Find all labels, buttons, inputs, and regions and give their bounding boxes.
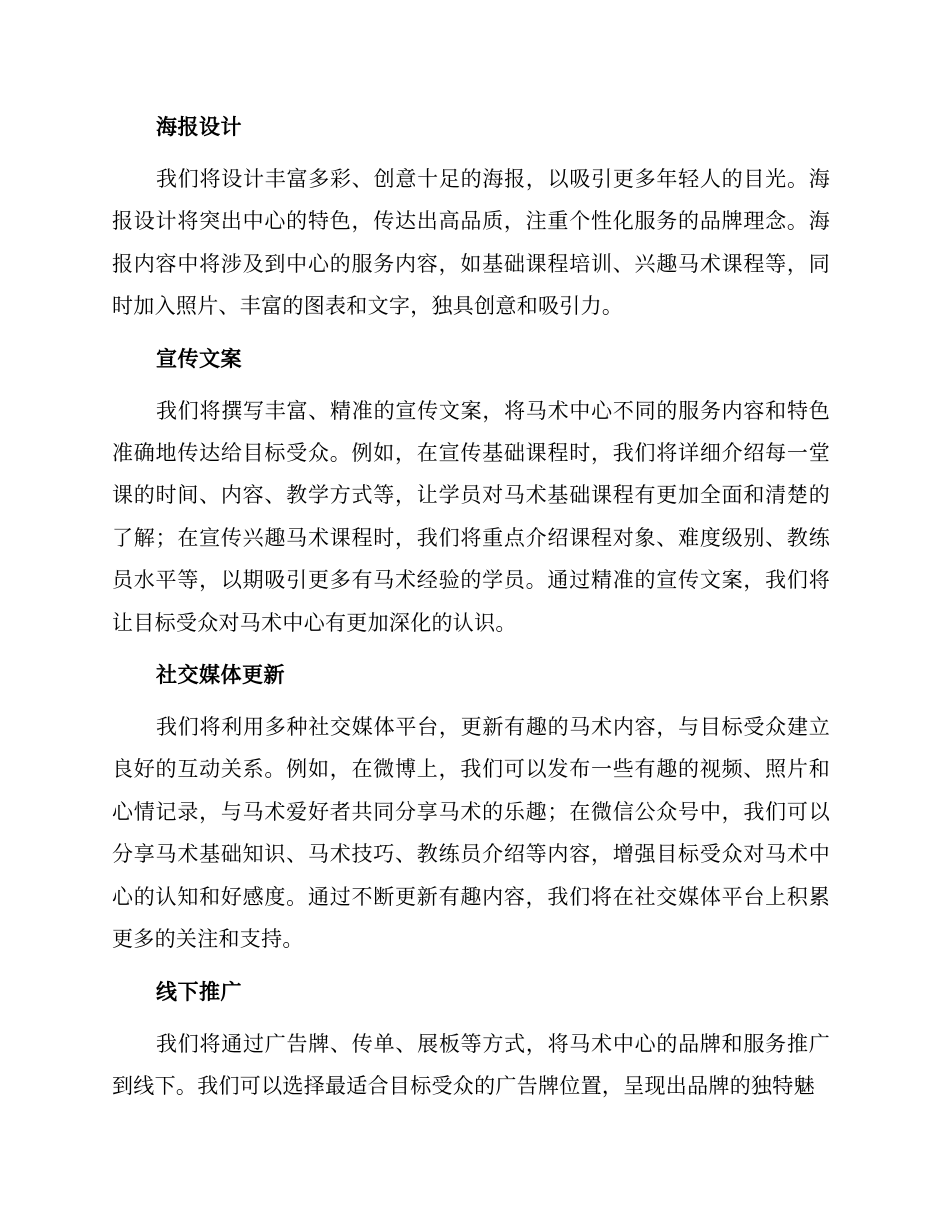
document-page — [112, 108, 830, 1119]
section-social-media — [112, 656, 830, 960]
section-paragraph: 我们将撰写丰富、精准的宣传文案，将马术中心不同的服务内容和特色准确地传达给目标受众。例如，在宣传基础课程时，我们将详细介绍每一堂课的时间、内容、教学方式等，让学员对马术基础课程有更加全面和清楚的了解；在宣传兴趣马术课程时，我们将重点介绍课程对象、难度级别、教练员水平等，以期吸引更多有马术经验的学员。通过精准的宣传文案，我们将让目标受众对马术中心有更加深化的认识。 — [112, 398, 830, 635]
section-poster-design — [112, 108, 830, 328]
section-heading: 海报设计 — [156, 115, 242, 139]
section-paragraph: 我们将利用多种社交媒体平台，更新有趣的马术内容，与目标受众建立良好的互动关系。例如，在微博上，我们可以发布一些有趣的视频、照片和心情记录，与马术爱好者共同分享马术的乐趣；在微信公众号中，我们可以分享马术基础知识、马术技巧、教练员介绍等内容，增强目标受众对马术中心的认知和好感度。通过不断更新有趣内容，我们将在社交媒体平台上积累更多的关注和支持。 — [112, 715, 830, 952]
section-heading: 线下推广 — [156, 979, 242, 1004]
section-promo-copy — [112, 340, 830, 644]
section-paragraph: 我们将设计丰富多彩、创意十足的海报，以吸引更多年轻人的目光。海报设计将突出中心的特色，传达出高品质，注重个性化服务的品牌理念。海报内容中将涉及到中心的服务内容，如基础课程培训、兴趣马术课程等，同时加入照片、丰富的图表和文字，独具创意和吸引力。 — [112, 167, 830, 319]
section-heading: 社交媒体更新 — [156, 663, 285, 688]
section-offline-promotion — [112, 973, 830, 1108]
section-paragraph: 我们将通过广告牌、传单、展板等方式，将马术中心的品牌和服务推广到线下。我们可以选择最适合目标受众的广告牌位置，呈现出品牌的独特魅 — [112, 1031, 830, 1098]
section-heading: 宣传文案 — [156, 346, 242, 371]
